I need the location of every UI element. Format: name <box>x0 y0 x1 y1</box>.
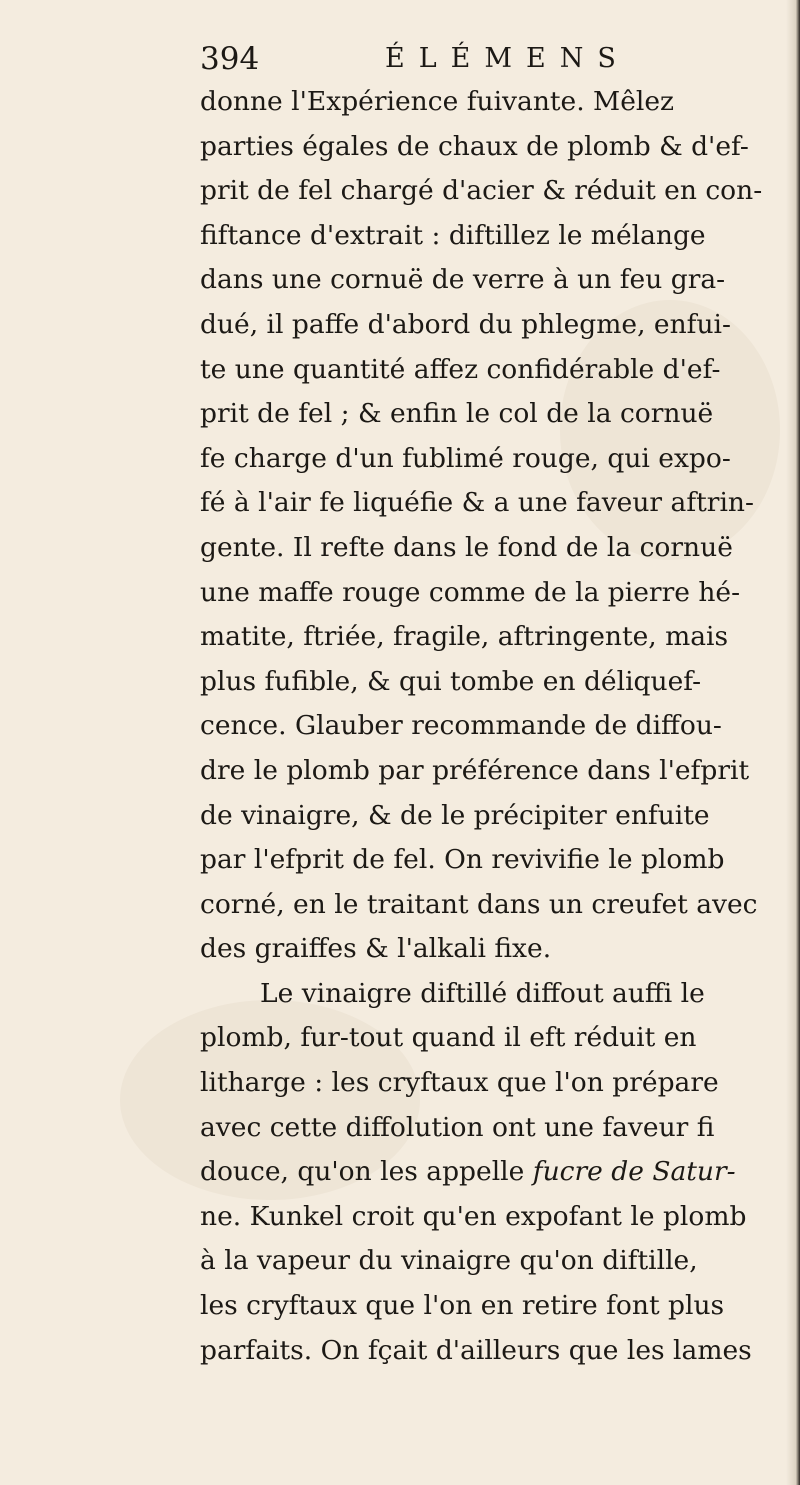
text-line: parfaits. On fçait d'ailleurs que les lames <box>200 1334 752 1366</box>
text-line: dué, il paffe d'abord du phlegme, enfui- <box>200 308 731 340</box>
text-line: les cryftaux que l'on en retire font plus <box>200 1290 725 1322</box>
text-line: de vinaigre, & de le précipiter enfuite <box>200 799 710 831</box>
text-line: fe charge d'un fublimé rouge, qui expo- <box>200 442 731 474</box>
page-number: 394 <box>200 41 260 77</box>
text-line: dans une cornuë de verre à un feu gra- <box>200 264 726 296</box>
text-line: fiftance d'extrait : diftillez le mélange <box>200 219 706 251</box>
text-line: des graiffes & l'alkali fixe. <box>200 933 552 965</box>
text-segment: douce, qu'on les appelle <box>200 1156 533 1188</box>
text-segment: ne. Kunkel croit qu'en expofant le plomb <box>200 1200 747 1232</box>
text-line: litharge : les cryftaux que l'on prépare <box>200 1067 719 1099</box>
body-text <box>200 80 775 1373</box>
text-line: parties égales de chaux de plomb & d'ef- <box>200 130 749 162</box>
text-line: te une quantité affez confidérable d'ef- <box>200 353 721 385</box>
text-line: plomb, fur-tout quand il eft réduit en <box>200 1022 697 1054</box>
text-line: donne l'Expérience fuivante. Mêlez <box>200 86 674 117</box>
italic-term: fucre de Satur- <box>532 1156 736 1188</box>
text-line: à la vapeur du vinaigre qu'on diftille, <box>200 1245 698 1277</box>
text-line: prit de fel chargé d'acier & réduit en con- <box>200 175 763 207</box>
text-line <box>200 1195 775 1240</box>
paragraph-first-line: Le vinaigre diftillé diffout auffi le <box>260 977 705 1009</box>
text-line <box>200 1150 775 1195</box>
text-line: par l'efprit de fel. On revivifie le plomb <box>200 844 725 876</box>
running-head: ÉLÉMENS <box>385 43 630 74</box>
text-line: une maffe rouge comme de la pierre hé- <box>200 576 741 608</box>
text-line: matite, ftriée, fragile, aftringente, mais <box>200 621 729 653</box>
text-line: fé à l'air fe liquéfie & a une faveur aftrin- <box>200 487 754 519</box>
page-edge-shadow <box>786 0 800 1485</box>
text-line: prit de fel ; & enfin le col de la cornuë <box>200 398 714 430</box>
text-line: corné, en le traitant dans un creufet avec <box>200 888 758 920</box>
text-line: plus fufible, & qui tombe en déliquef- <box>200 665 702 697</box>
text-line: dre le plomb par préférence dans l'efprit <box>200 754 750 786</box>
text-line: avec cette diffolution ont une faveur fi <box>200 1111 715 1143</box>
page-header <box>200 34 760 84</box>
text-line: gente. Il refte dans le fond de la cornuë <box>200 531 733 563</box>
text-line: cence. Glauber recommande de diffou- <box>200 710 722 742</box>
